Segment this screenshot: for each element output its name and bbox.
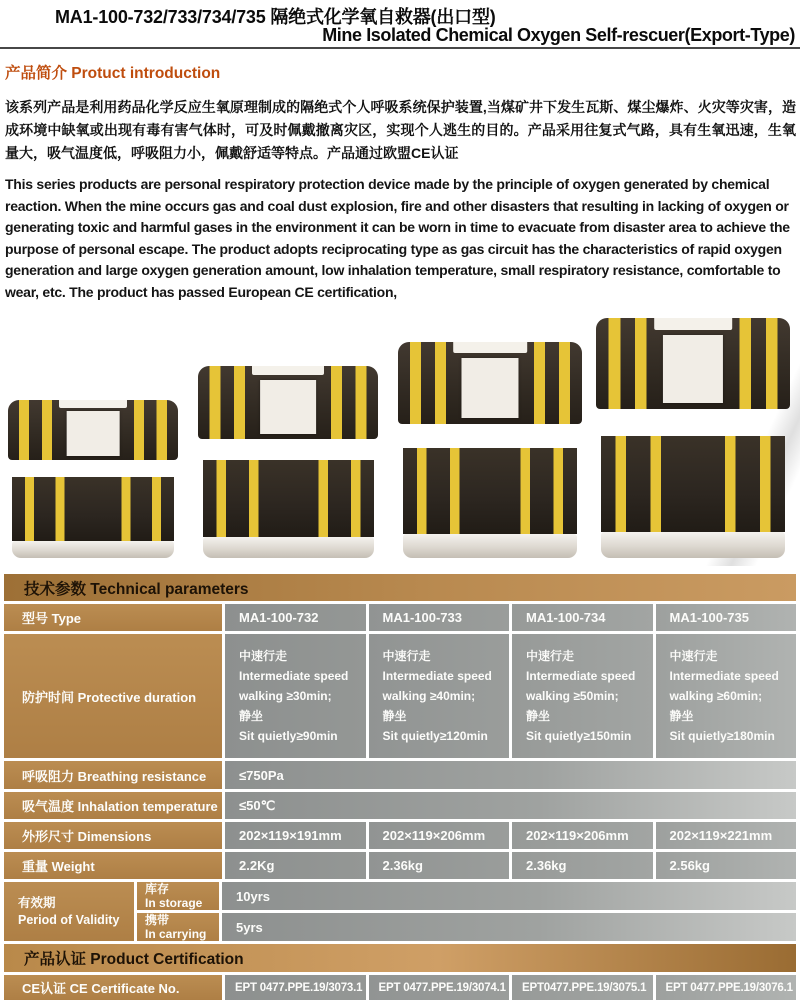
duration-line: walking ≥50min; — [526, 689, 619, 703]
type-value-732: MA1-100-732 — [225, 604, 366, 631]
type-value-733: MA1-100-733 — [369, 604, 510, 631]
duration-line: 静坐 — [669, 709, 694, 723]
canister-front-label — [67, 411, 120, 455]
duration-line: Intermediate speed — [382, 669, 492, 683]
storage-value: 10yrs — [222, 882, 796, 910]
canister-base — [203, 537, 374, 558]
canister-top-label — [453, 342, 527, 353]
duration-line: Intermediate speed — [239, 669, 349, 683]
table-row-type — [4, 604, 796, 631]
duration-line: walking ≥40min; — [382, 689, 476, 703]
row-label-weight: 重量 Weight — [4, 852, 222, 879]
duration-cell-732 — [225, 634, 366, 758]
intro-heading: 产品简介 Protuct introduction — [5, 65, 221, 82]
page-title-cn: MA1-100-732/733/734/735 隔绝式化学氧自救器(出口型) — [55, 7, 496, 27]
duration-line: Sit quietly≥120min — [382, 729, 488, 743]
table-row-protective-duration — [4, 634, 796, 758]
canister-image-734 — [398, 342, 582, 558]
canister-front-label — [461, 358, 518, 419]
duration-line: 中速行走 — [382, 649, 431, 663]
duration-line: Intermediate speed — [669, 669, 779, 683]
dimensions-value-733: 202×119×206mm — [369, 822, 510, 849]
table-row-breathing-resistance — [4, 761, 796, 789]
certification-section-header: 产品认证 Product Certification — [4, 944, 796, 972]
table-row-weight — [4, 852, 796, 879]
canister-lid — [198, 366, 378, 439]
intro-paragraph-cn: 该系列产品是利用药品化学反应生氧原理制成的隔绝式个人呼吸系统保护装置,当煤矿井下发生瓦斯、煤尘爆炸、火灾等灾害，造成环境中缺氧或出现有毒有害气体时，可及时佩戴撤离灾区，实现个人逃生的目的。产品采用往复式气路，具有生氧迅速，生氧量大，吸气温度低，呼吸阻力小，佩戴舒适等特点。产品通过欧盟CE认证 — [5, 99, 796, 161]
canister-rim — [5, 460, 182, 477]
canister-rim — [194, 439, 381, 460]
carrying-label-en: In carrying — [145, 927, 207, 941]
row-label-ce-certificate: CE认证 CE Certificate No. — [4, 975, 222, 1000]
weight-value-735: 2.56kg — [656, 852, 797, 879]
validity-label-cn: 有效期 — [18, 895, 56, 910]
type-value-735: MA1-100-735 — [656, 604, 797, 631]
table-row-period-of-validity — [4, 882, 796, 941]
row-label-inhalation: 吸气温度 Inhalation temperature — [4, 792, 222, 819]
duration-line: 中速行走 — [526, 649, 575, 663]
validity-subrow-carrying — [137, 913, 796, 941]
duration-cell-734 — [512, 634, 653, 758]
canister-body — [203, 460, 374, 537]
canister-front-label — [260, 380, 316, 434]
carrying-sublabel — [137, 913, 219, 941]
ce-certificate-735: EPT 0477.PPE.19/3076.1 — [656, 975, 797, 1000]
duration-line: walking ≥30min; — [239, 689, 332, 703]
dimensions-value-735: 202×119×221mm — [656, 822, 797, 849]
technical-parameters-table — [4, 574, 796, 1003]
canister-lid — [398, 342, 582, 424]
canister-lid — [8, 400, 178, 460]
tech-section-header: 技术参数 Technical parameters — [4, 574, 796, 601]
ce-certificate-734: EPT0477.PPE.19/3075.1 — [512, 975, 653, 1000]
canister-base — [12, 541, 174, 558]
storage-label-cn: 库存 — [145, 882, 170, 896]
canister-body — [403, 448, 578, 534]
row-label-breathing: 呼吸阻力 Breathing resistance — [4, 761, 222, 789]
duration-cell-735 — [656, 634, 797, 758]
canister-body — [12, 477, 174, 540]
product-photo — [0, 300, 800, 572]
table-row-inhalation-temperature — [4, 792, 796, 819]
duration-line: 静坐 — [526, 709, 551, 723]
validity-label-en: Period of Validity — [18, 912, 120, 927]
type-value-734: MA1-100-734 — [512, 604, 653, 631]
canister-image-735 — [596, 318, 790, 558]
canister-body — [601, 436, 785, 532]
inhalation-temperature-value: ≤50℃ — [225, 792, 796, 819]
canister-image-733 — [198, 366, 378, 558]
dimensions-value-732: 202×119×191mm — [225, 822, 366, 849]
row-label-validity — [4, 882, 134, 941]
duration-line: 静坐 — [239, 709, 264, 723]
row-label-dimensions: 外形尺寸 Dimensions — [4, 822, 222, 849]
duration-line: Sit quietly≥90min — [239, 729, 338, 743]
validity-subrow-storage — [137, 882, 796, 910]
weight-value-732: 2.2Kg — [225, 852, 366, 879]
table-row-dimensions — [4, 822, 796, 849]
duration-line: Sit quietly≥180min — [669, 729, 775, 743]
row-label-type: 型号 Type — [4, 604, 222, 631]
storage-label-en: In storage — [145, 896, 203, 910]
duration-line: walking ≥60min; — [669, 689, 763, 703]
breathing-resistance-value: ≤750Pa — [225, 761, 796, 789]
canister-rim — [394, 424, 585, 448]
duration-line: Sit quietly≥150min — [526, 729, 632, 743]
duration-line: Intermediate speed — [526, 669, 636, 683]
duration-line: 中速行走 — [239, 649, 288, 663]
canister-base — [601, 532, 785, 558]
canister-top-label — [252, 366, 324, 375]
canister-lid — [596, 318, 790, 409]
duration-line: 静坐 — [382, 709, 407, 723]
canister-top-label — [59, 400, 127, 408]
intro-paragraph-en: This series products are personal respiratory protection device made by the principle of oxygen generated by chemical reaction. When the mine occurs gas and coal dust explosion, fire and other disasters that resulting in lacking of oxygen or generating toxic and harmful gases in the environment it can be worn in time to evacuate from disaster area to achieve the purpose of personal escape. The product adopts reciprocating type as gas circuit has the characteristics of rapid oxygen generation and large oxygen generation amount, low inhalation temperature, small respiratory resistance, comfortable to wear, etc. The product has passed European CE certification, — [5, 176, 790, 300]
canister-top-label — [654, 318, 732, 330]
ce-certificate-732: EPT 0477.PPE.19/3073.1 — [225, 975, 366, 1000]
canister-rim — [592, 409, 794, 435]
canister-front-label — [663, 335, 723, 402]
carrying-label-cn: 携带 — [145, 913, 170, 927]
canister-image-732 — [8, 400, 178, 558]
page-title-en: Mine Isolated Chemical Oxygen Self-rescuer(Export-Type) — [322, 25, 795, 45]
duration-cell-733 — [369, 634, 510, 758]
title-divider — [0, 47, 800, 49]
weight-value-733: 2.36kg — [369, 852, 510, 879]
weight-value-734: 2.36kg — [512, 852, 653, 879]
canister-base — [403, 534, 578, 558]
duration-line: 中速行走 — [669, 649, 718, 663]
carrying-value: 5yrs — [222, 913, 796, 941]
storage-sublabel — [137, 882, 219, 910]
dimensions-value-734: 202×119×206mm — [512, 822, 653, 849]
row-label-duration: 防护时间 Protective duration — [4, 634, 222, 758]
ce-certificate-733: EPT 0477.PPE.19/3074.1 — [369, 975, 510, 1000]
table-row-ce-certificate — [4, 975, 796, 1000]
